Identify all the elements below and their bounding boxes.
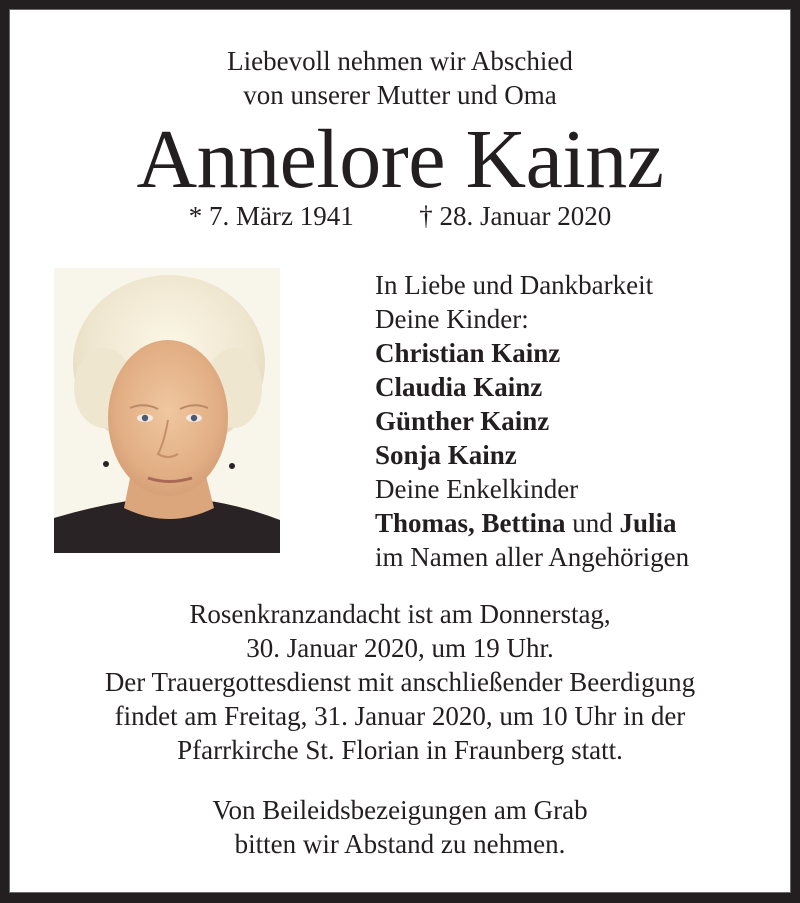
intro-line-1: Liebevoll nehmen wir Abschied <box>227 46 573 76</box>
child-name: Claudia Kainz <box>375 372 543 402</box>
children-label: Deine Kinder: <box>375 304 529 334</box>
deceased-name: Annelore Kainz <box>136 113 664 206</box>
service-line: Pfarrkirche St. Florian in Fraunberg statt. <box>177 735 623 765</box>
closing-line: bitten wir Abstand zu nehmen. <box>234 829 566 859</box>
mourners-opening: In Liebe und Dankbarkeit <box>375 270 654 300</box>
portrait-photo <box>54 268 280 553</box>
intro-line-2: von unserer Mutter und Oma <box>243 80 557 110</box>
death-cross-icon: † <box>419 201 433 231</box>
grandchild-name: Julia <box>619 508 677 538</box>
mourners-closing: im Namen aller Angehörigen <box>375 542 690 572</box>
grandchildren-connector: und <box>572 508 613 538</box>
death-date: 28. Januar 2020 <box>439 201 612 231</box>
life-dates <box>9 199 791 233</box>
service-line: Der Trauergottesdienst mit anschließender Beerdigung <box>104 667 696 697</box>
mourners-list <box>375 268 689 574</box>
obituary-notice <box>9 9 791 893</box>
birth-date: 7. März 1941 <box>209 201 354 231</box>
birth-star-icon: * <box>188 201 203 231</box>
child-name: Sonja Kainz <box>375 440 517 470</box>
service-line: findet am Freitag, 31. Januar 2020, um 10 Uhr in der <box>114 701 686 731</box>
grandchildren-label: Deine Enkelkinder <box>375 474 579 504</box>
grandchildren-names <box>375 506 689 540</box>
grandchild-name: Bettina <box>481 508 566 538</box>
service-line: 30. Januar 2020, um 19 Uhr. <box>246 633 554 663</box>
closing-line: Von Beileidsbezeigungen am Grab <box>212 795 588 825</box>
portrait-image <box>54 268 280 553</box>
child-name: Christian Kainz <box>375 338 561 368</box>
closing-note <box>9 793 791 861</box>
intro-text <box>9 44 791 112</box>
grandchild-name: Thomas, <box>375 508 475 538</box>
service-details <box>9 597 791 767</box>
child-name: Günther Kainz <box>375 406 550 436</box>
service-line: Rosenkranzandacht ist am Donnerstag, <box>189 599 611 629</box>
